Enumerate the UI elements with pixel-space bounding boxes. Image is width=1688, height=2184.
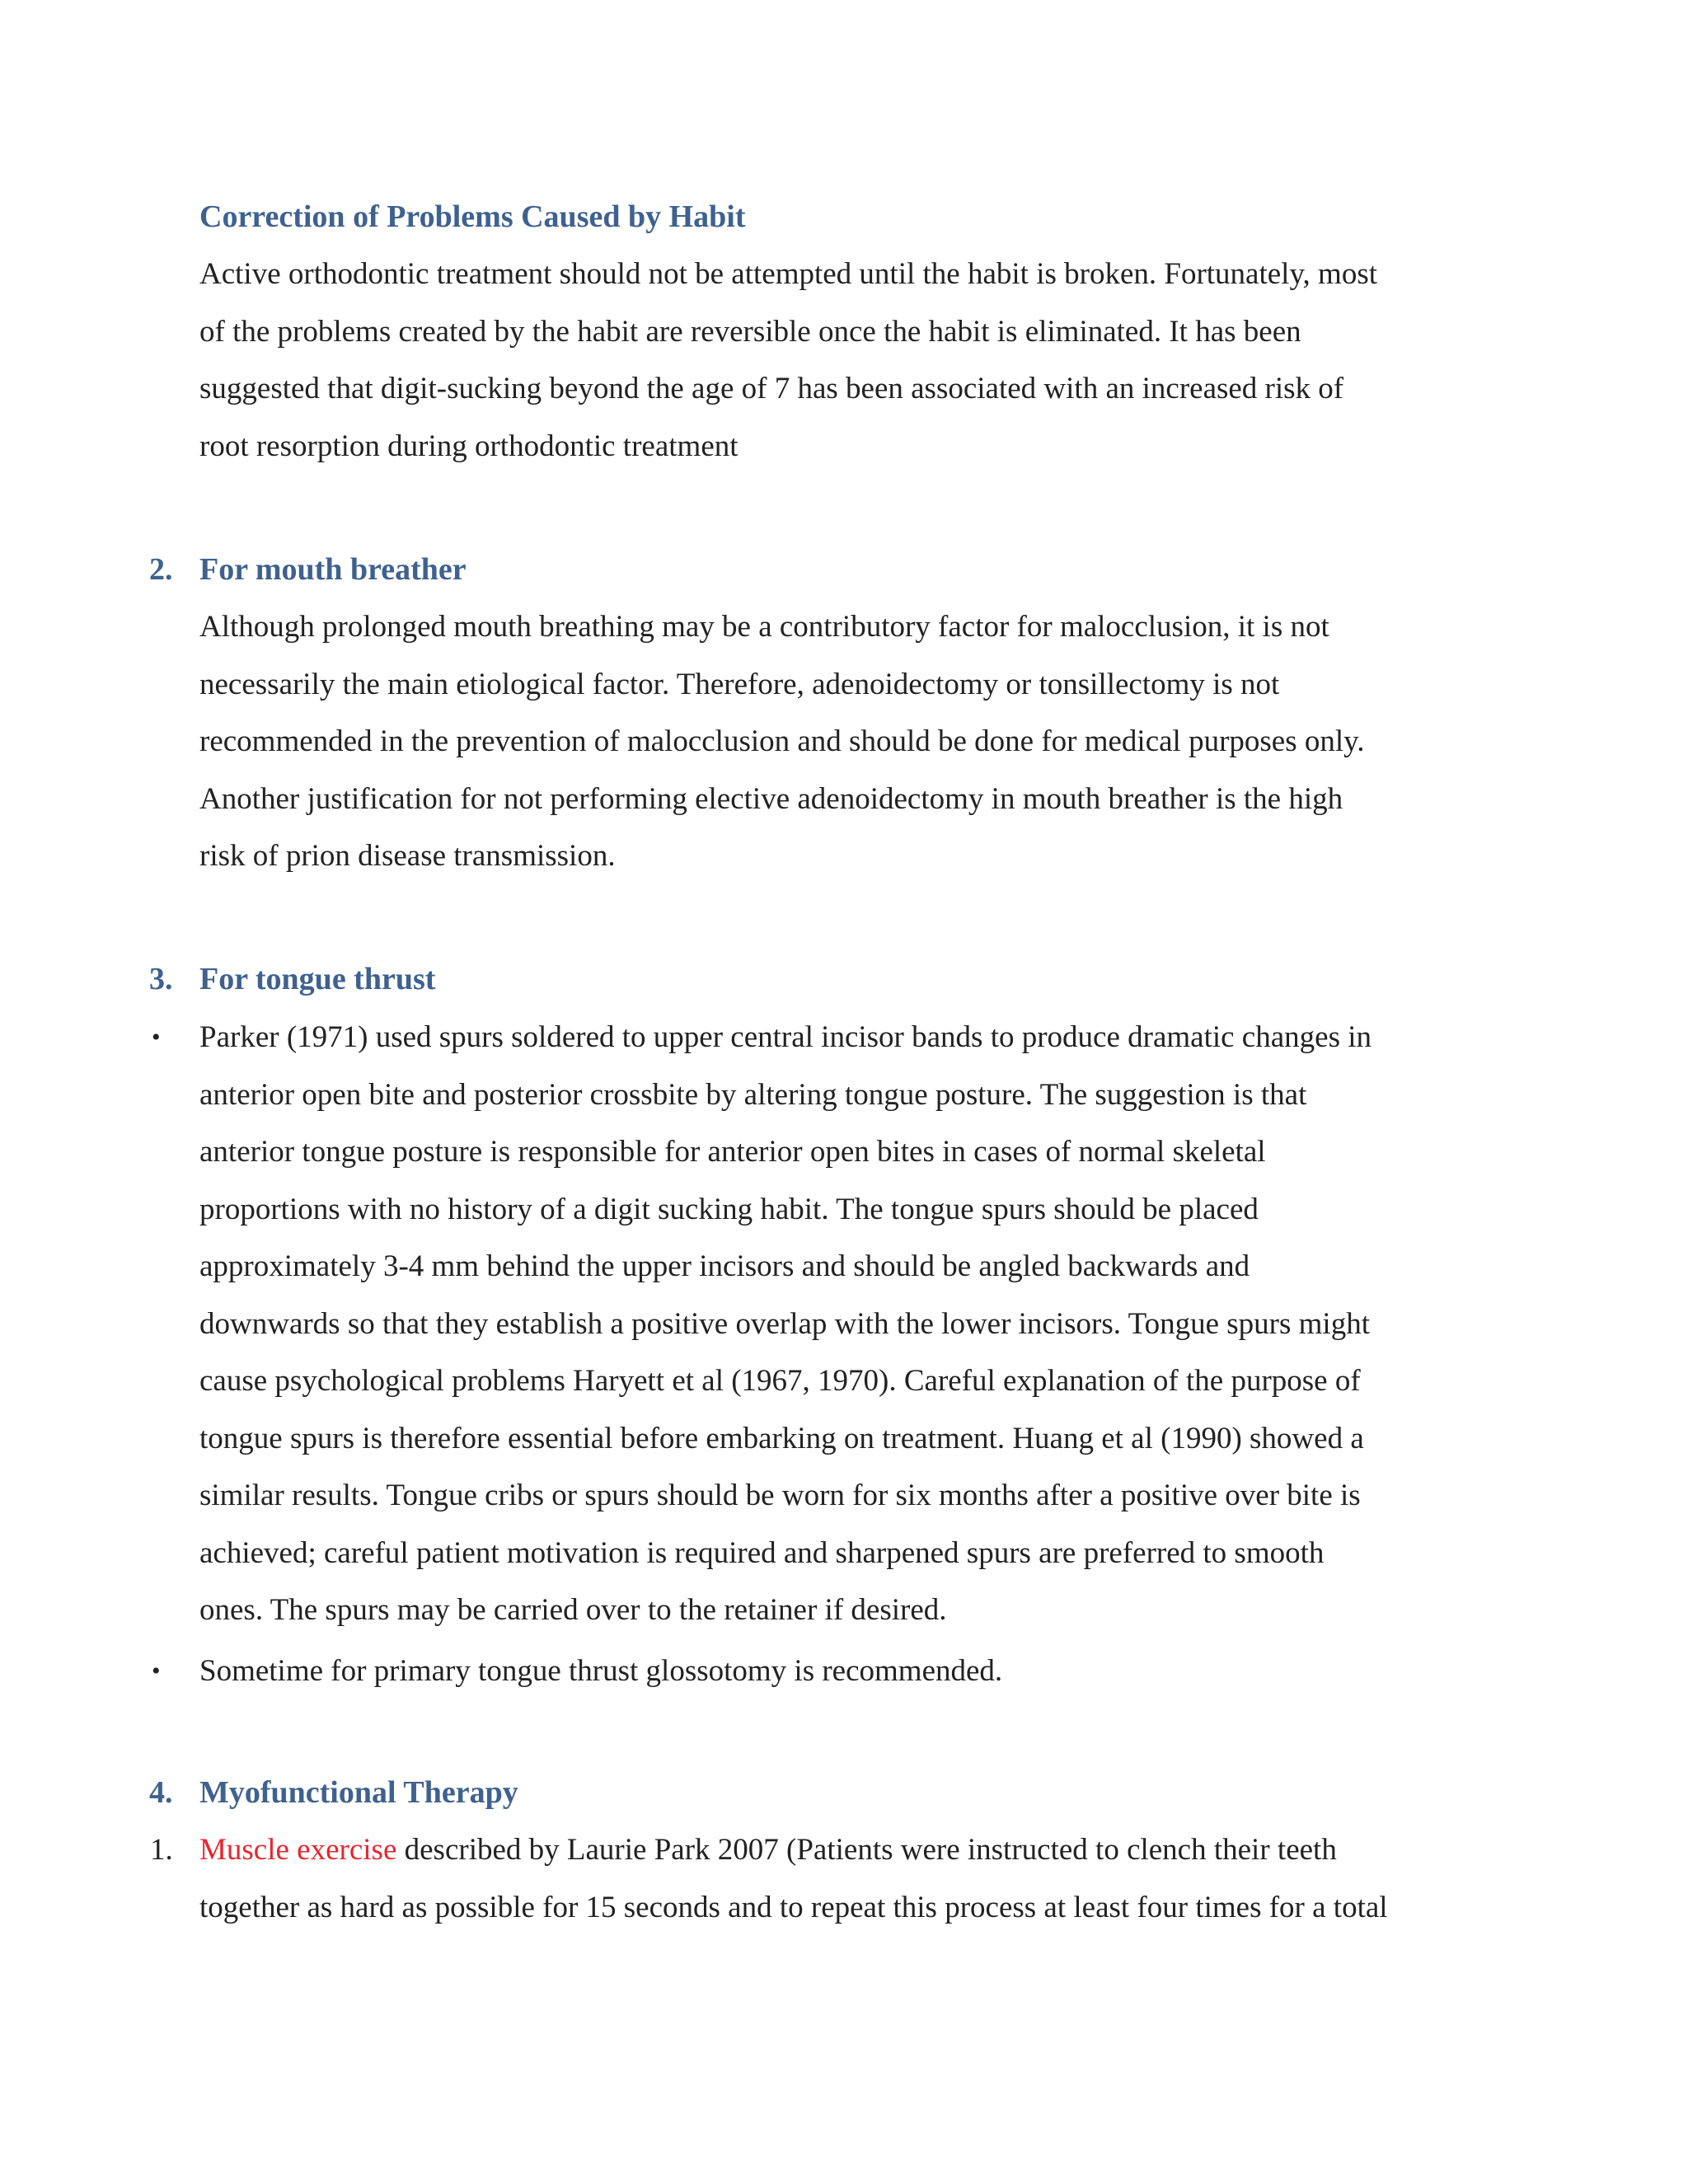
bullet-paragraph-glossotomy bbox=[199, 1643, 1493, 1700]
paragraph-line: recommended in the prevention of malocclusion and should be done for medical purposes only. bbox=[199, 724, 1365, 758]
paragraph-line: proportions with no history of a digit sucking habit. The tongue spurs should be placed bbox=[199, 1192, 1259, 1226]
section-title: Correction of Problems Caused by Habit bbox=[199, 199, 746, 234]
section-number: 3. bbox=[149, 962, 173, 996]
section-heading-correction bbox=[199, 196, 746, 237]
paragraph-correction bbox=[199, 246, 1493, 475]
paragraph-line: cause psychological problems Haryett et al (1967, 1970). Careful explanation of the purpose of bbox=[199, 1364, 1361, 1398]
paragraph-line: Sometime for primary tongue thrust glossotomy is recommended. bbox=[199, 1654, 1003, 1688]
paragraph-line: anterior open bite and posterior crossbite by altering tongue posture. The suggestion is that bbox=[199, 1077, 1307, 1112]
paragraph-mouth-breather bbox=[199, 598, 1493, 885]
paragraph-line: Another justification for not performing elective adenoidectomy in mouth breather is the high bbox=[199, 781, 1343, 816]
section-title: For mouth breather bbox=[199, 552, 467, 587]
paragraph-line: approximately 3-4 mm behind the upper incisors and should be angled backwards and bbox=[199, 1249, 1250, 1283]
bullet-icon: • bbox=[152, 1024, 161, 1051]
list-number: 1. bbox=[150, 1833, 173, 1867]
paragraph-line: ones. The spurs may be carried over to the retainer if desired. bbox=[199, 1593, 947, 1627]
paragraph-line: achieved; careful patient motivation is required and sharpened spurs are preferred to smooth bbox=[199, 1535, 1325, 1570]
bullet-icon: • bbox=[152, 1657, 161, 1685]
section-title: Myofunctional Therapy bbox=[199, 1775, 518, 1810]
paragraph-line: Although prolonged mouth breathing may be a contributory factor for malocclusion, it is not bbox=[199, 610, 1329, 644]
paragraph-line: of the problems created by the habit are reversible once the habit is eliminated. It has been bbox=[199, 314, 1301, 349]
paragraph-line: anterior tongue posture is responsible for anterior open bites in cases of normal skeletal bbox=[199, 1135, 1266, 1169]
paragraph-line: together as hard as possible for 15 seconds and to repeat this process at least four times for a total bbox=[199, 1890, 1388, 1924]
paragraph-line: suggested that digit-sucking beyond the age of 7 has been associated with an increased risk of bbox=[199, 372, 1344, 405]
bullet-paragraph-parker bbox=[199, 1009, 1493, 1639]
paragraph-line: root resorption during orthodontic treatment bbox=[199, 429, 738, 463]
paragraph-line: tongue spurs is therefore essential before embarking on treatment. Huang et al (1990) showed a bbox=[199, 1421, 1364, 1455]
paragraph-line: risk of prion disease transmission. bbox=[199, 839, 616, 873]
list-item-muscle-exercise bbox=[199, 1821, 1493, 1936]
section-number: 2. bbox=[149, 552, 173, 587]
paragraph-line bbox=[199, 1821, 1493, 1879]
section-title: For tongue thrust bbox=[199, 962, 436, 996]
section-number: 4. bbox=[149, 1775, 173, 1810]
paragraph-line: similar results. Tongue cribs or spurs should be worn for six months after a positive over bite is bbox=[199, 1479, 1361, 1512]
paragraph-line: downwards so that they establish a positive overlap with the lower incisors. Tongue spurs might bbox=[199, 1306, 1370, 1341]
paragraph-line: Active orthodontic treatment should not be attempted until the habit is broken. Fortunately, most bbox=[199, 257, 1378, 291]
line-rest: described by Laurie Park 2007 (Patients were instructed to clench their teeth bbox=[396, 1833, 1337, 1867]
highlight-term: Muscle exercise bbox=[199, 1833, 397, 1867]
paragraph-line: Parker (1971) used spurs soldered to upper central incisor bands to produce dramatic changes in bbox=[199, 1020, 1372, 1054]
paragraph-line: necessarily the main etiological factor. Therefore, adenoidectomy or tonsillectomy is not bbox=[199, 667, 1280, 701]
